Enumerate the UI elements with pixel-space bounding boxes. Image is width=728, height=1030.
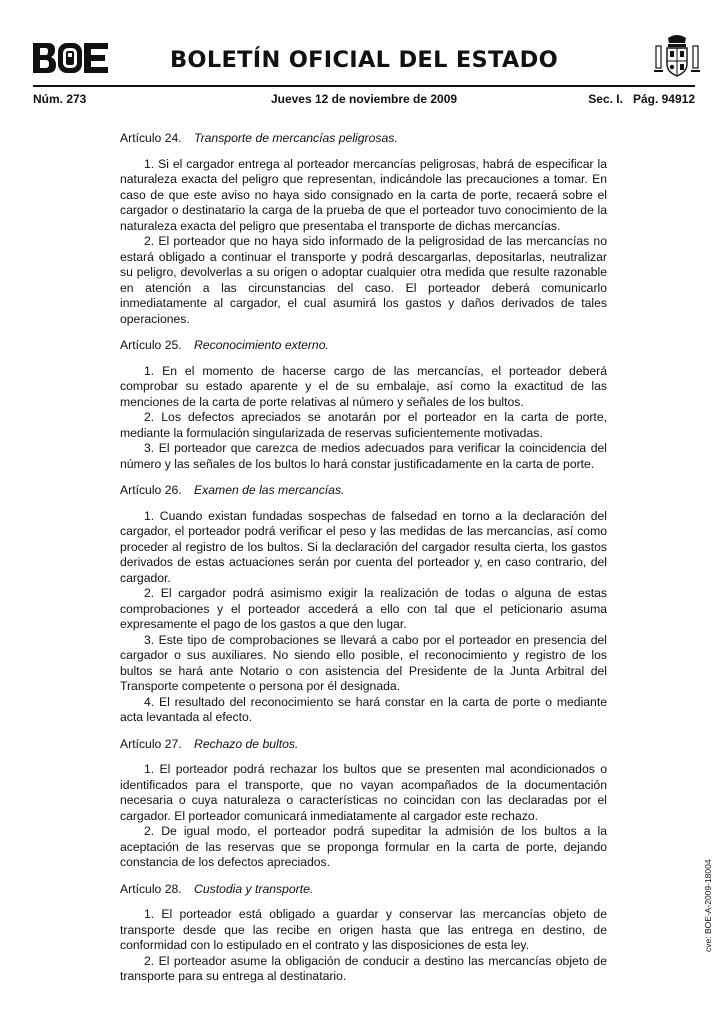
- paragraph: 1. El porteador está obligado a guardar y conservar las mercancías objeto de transporte desde que las recibe en origen hasta que las entrega en destino, de conformidad con lo estipulado en el contrato y las disposiciones de esta ley.: [120, 907, 607, 952]
- issue-number: Núm. 273: [33, 92, 87, 106]
- article-24: [120, 131, 607, 327]
- article-heading: [120, 483, 607, 499]
- article-number: Artículo 26.: [120, 483, 182, 497]
- article-28: [120, 882, 607, 985]
- article-heading: [120, 737, 607, 753]
- article-heading: [120, 882, 607, 898]
- article-title: Examen de las mercancías.: [194, 483, 345, 497]
- paragraph: 2. El cargador podrá asimismo exigir la realización de todas o alguna de estas comprobaciones y el porteador accederá a ello con tal que el peticionario asuma expresamente el pago de los gastos a que den lugar.: [120, 586, 607, 631]
- article-title: Transporte de mercancías peligrosas.: [194, 131, 398, 145]
- issue-date: Jueves 12 de noviembre de 2009: [270, 92, 458, 106]
- article-number: Artículo 28.: [120, 881, 182, 896]
- section-page: Sec. I. Pág. 94912: [588, 92, 695, 106]
- header-divider: [33, 85, 695, 87]
- cve-identifier: cve: BOE-A-2009-18004: [703, 859, 713, 952]
- article-number: Artículo 24.: [120, 131, 182, 145]
- article-title: Rechazo de bultos.: [194, 736, 299, 751]
- paragraph: 4. El resultado del reconocimiento se hará constar en la carta de porte o mediante acta levantada al efecto.: [120, 694, 607, 724]
- article-25: [120, 338, 607, 472]
- coat-of-arms-icon: [654, 32, 700, 82]
- paragraph: 2. De igual modo, el porteador podrá supeditar la admisión de los bultos a la aceptación de las reservas que se proponga formular en la carta de porte, dejando constancia de los defectos apreciados.: [120, 824, 607, 869]
- article-26: [120, 483, 607, 726]
- article-number: Artículo 25.: [120, 338, 182, 352]
- paragraph: 1. Si el cargador entrega al porteador mercancías peligrosas, habrá de especificar la naturaleza exacta del peligro que representan, indicándole las precauciones a tomar. En caso de que este aviso no haya sido consignado en la carta de porte, recaerá sobre el cargador o destinatario la carga de la prueba de que el porteador tuvo conocimiento de la naturaleza exacta del peligro que presentaba el transporte de dichas mercancías.: [120, 156, 607, 233]
- paragraph: 1. En el momento de hacerse cargo de las mercancías, el porteador deberá comprobar su estado aparente y el de su embalaje, así como la exactitud de las menciones de la carta de porte relativas al número y señales de los bultos.: [120, 363, 607, 409]
- document-body: [120, 131, 607, 996]
- paragraph: 3. El porteador que carezca de medios adecuados para verificar la coincidencia del número y las señales de los bultos lo hará constar justificadamente en la carta de porte.: [120, 441, 607, 471]
- paragraph: 2. El porteador que no haya sido informado de la peligrosidad de las mercancías no estará obligado a continuar el transporte y podrá descargarlas, depositarlas, neutralizar su peligro, devolverlas a su origen o adoptar cualquier otra medida que resulte razonable en atención a las circunstancias del caso. El porteador deberá comunicarlo inmediatamente al cargador, el cual asumirá los gastos y daños derivados de tales operaciones.: [120, 234, 607, 326]
- masthead-title: BOLETÍN OFICIAL DEL ESTADO: [169, 47, 559, 73]
- article-number: Artículo 27.: [120, 736, 182, 751]
- article-27: [120, 737, 607, 871]
- article-heading: [120, 338, 607, 354]
- article-title: Reconocimiento externo.: [194, 338, 329, 352]
- paragraph: 1. El porteador podrá rechazar los bultos que se presenten mal acondicionados o identificados para el transporte, que no vayan acompañados de la documentación necesaria o cuya naturaleza o características no coincidan con las declaradas por el cargador. El porteador comunicará inmediatamente al cargador este rechazo.: [120, 762, 607, 823]
- paragraph: 2. El porteador asume la obligación de conducir a destino las mercancías objeto de transporte para su entrega al destinatario.: [120, 953, 607, 983]
- paragraph: 2. Los defectos apreciados se anotarán por el porteador en la carta de porte, mediante la formulación singularizada de reservas suficientemente motivadas.: [120, 410, 607, 440]
- paragraph: 1. Cuando existan fundadas sospechas de falsedad en torno a la declaración del cargador, el porteador podrá verificar el peso y las medidas de las mercancías, así como proceder al registro de los bultos. Si la declaración del cargador resulta cierta, los gastos derivados de estas actuaciones serán por cuenta del porteador y, en caso contrario, del cargador.: [120, 508, 607, 585]
- paragraph: 3. Este tipo de comprobaciones se llevará a cabo por el porteador en presencia del cargador o sus auxiliares. No siendo ello posible, el reconocimiento y registro de los bultos se hará ante Notario o con asistencia del Presidente de la Junta Arbitral del Transporte competente o persona por él designada.: [120, 632, 607, 693]
- article-heading: [120, 131, 607, 147]
- article-title: Custodia y transporte.: [194, 881, 314, 896]
